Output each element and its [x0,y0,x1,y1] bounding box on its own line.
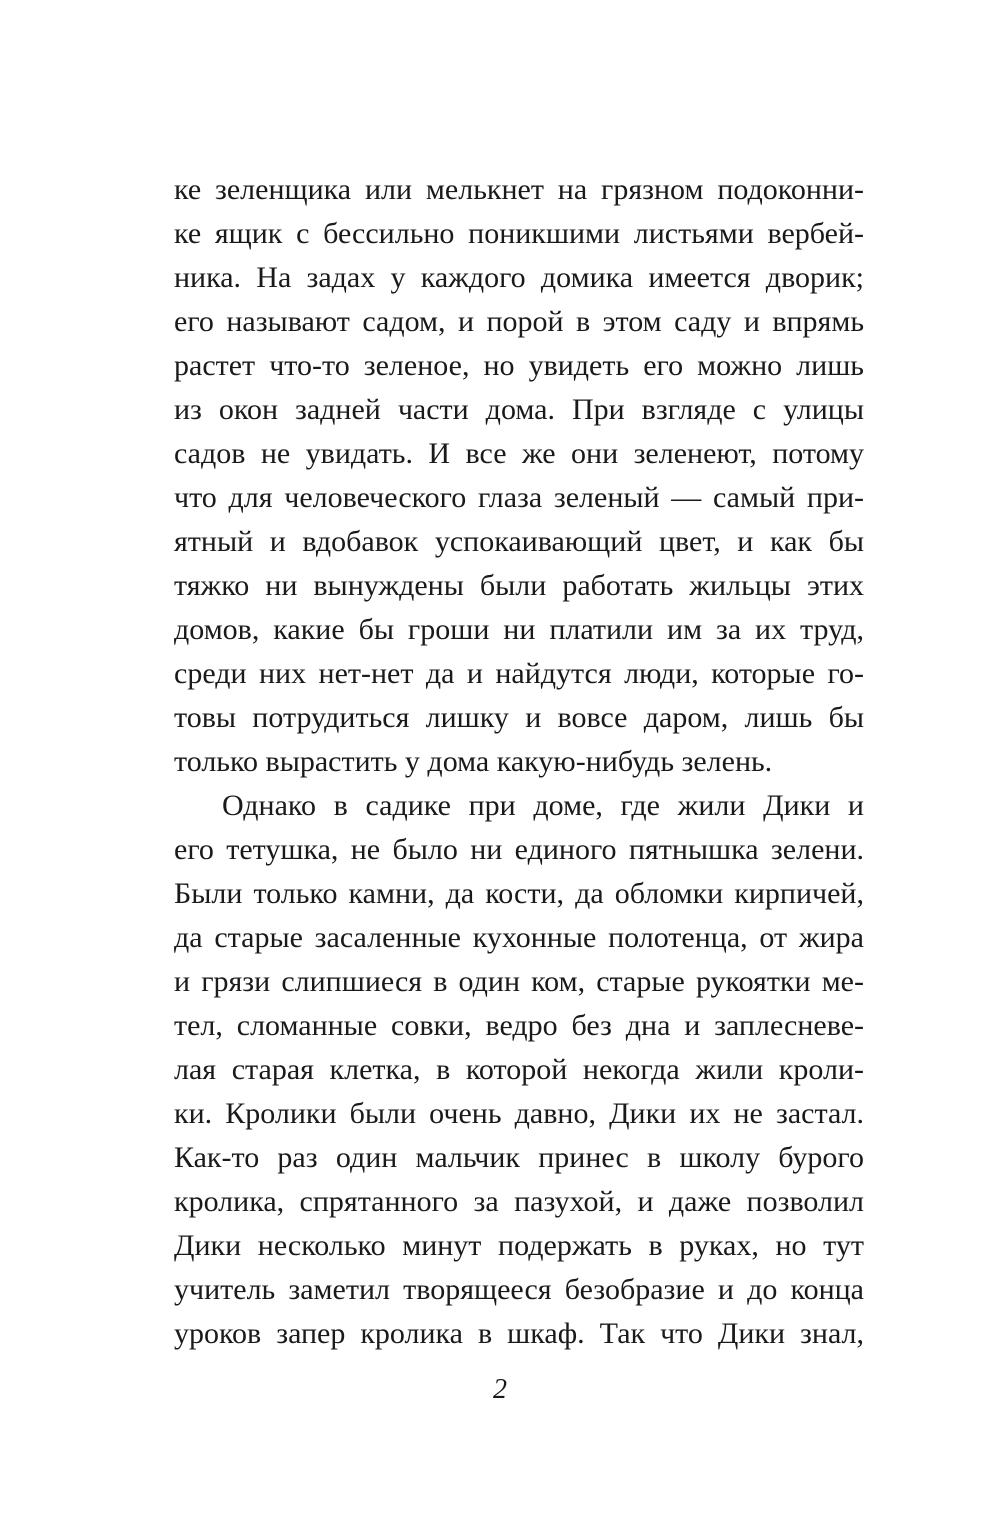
text-line: Были только камни, да кости, да обломки кирпичей, [174,877,864,910]
text-line: Как-то раз один мальчик принес в школу бурого [174,1141,864,1174]
text-line: тяжко ни вынуждены были работать жильцы этих [174,569,864,602]
text-line: ника. На задах у каждого домика имеется дворик; [174,261,864,294]
text-line: кролика, спрятанного за пазухой, и даже позволил [174,1185,864,1218]
text-line: Однако в садике при доме, где жили Дики и [222,789,864,822]
text-line: что для человеческого глаза зеленый — самый при- [174,481,864,514]
text-line: его называют садом, и порой в этом саду и впрямь [174,305,864,338]
text-line: ке ящик с бессильно поникшими листьями вербей- [174,217,864,250]
text-line: учитель заметил творящееся безобразие и до конца [174,1273,864,1306]
text-line: только вырастить у дома какую-нибудь зелень. [174,745,773,778]
text-line: лая старая клетка, в которой некогда жили кроли- [174,1053,864,1086]
text-line: ятный и вдобавок успокаивающий цвет, и как бы [174,525,864,558]
text-line: ке зеленщика или мелькнет на грязном подоконни- [174,173,864,206]
body-text [174,168,864,1356]
text-line: и грязи слипшиеся в один ком, старые рукоятки ме- [174,965,864,998]
paragraph [174,784,864,1356]
page-number: 2 [493,1374,507,1405]
text-line: из окон задней части дома. При взгляде с улицы [174,393,864,426]
text-line: тел, сломанные совки, ведро без дна и заплесневе- [174,1009,864,1042]
text-line: ки. Кролики были очень давно, Дики их не застал. [174,1097,864,1130]
text-line: уроков запер кролика в шкаф. Так что Дики знал, [174,1317,864,1350]
text-line: садов не увидать. И все же они зеленеют, потому [174,437,864,470]
text-line: да старые засаленные кухонные полотенца, от жира [174,921,864,954]
text-line: среди них нет-нет да и найдутся люди, которые го- [174,657,864,690]
paragraph [174,168,864,784]
text-line: его тетушка, не было ни единого пятнышка зелени. [174,833,864,866]
text-line: растет что-то зеленое, но увидеть его можно лишь [174,349,864,382]
text-line: Дики несколько минут подержать в руках, но тут [174,1229,864,1262]
text-line: товы потрудиться лишку и вовсе даром, лишь бы [174,701,864,734]
text-line: домов, какие бы гроши ни платили им за их труд, [174,613,864,646]
